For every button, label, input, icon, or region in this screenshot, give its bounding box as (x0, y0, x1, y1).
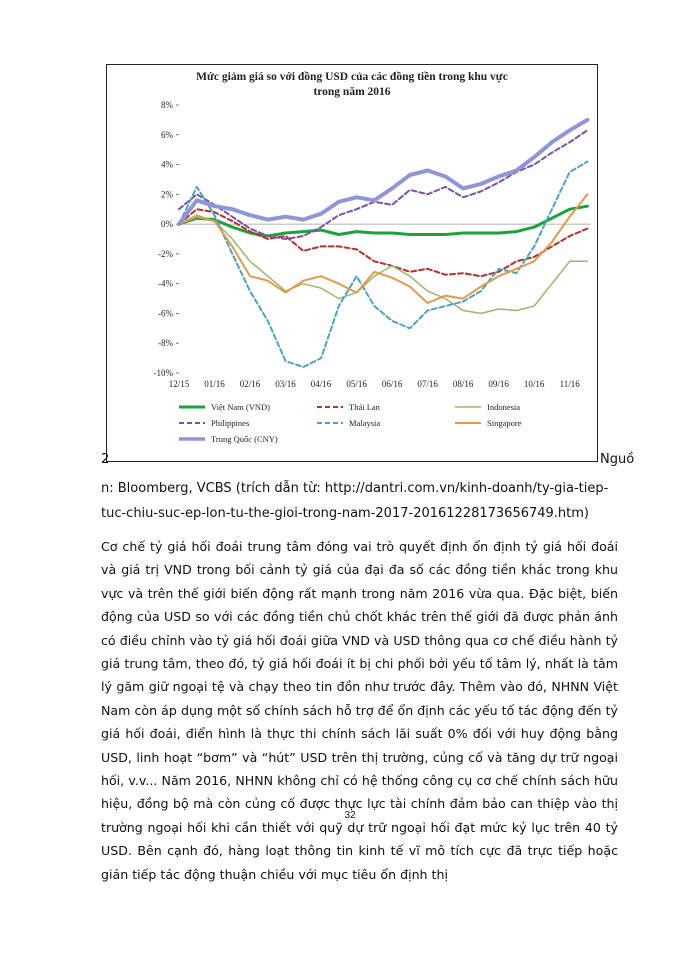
line-chart (107, 65, 597, 461)
legend-label: Singapore (487, 418, 522, 428)
figure-source-start: Nguồ (600, 452, 635, 467)
x-tick-label: 06/16 (381, 379, 403, 389)
x-tick-label: 03/16 (275, 379, 296, 389)
x-tick-label: 12/15 (168, 379, 190, 389)
chart-title-line-2: trong năm 2016 (313, 86, 391, 98)
figure-source-text: n: Bloomberg, VCBS (trích dẫn từ: http://dantri.com.vn/kinh-doanh/ty-gia-tiep-tuc-chiu-suc-ep-lon-tu-the-gioi-trong-nam-2017-20161228173656749.htm) (101, 481, 609, 521)
page-number: 32 (344, 810, 356, 821)
figure-caption-prefix: 2 (101, 452, 110, 467)
body-paragraph: Cơ chế tỷ giá hối đoái trung tâm đóng vai trò quyết định ổn định tỷ giá hối đoái và giá trị VND trong bối cảnh tỷ giá của đại đa số các đồng tiền khác trong khu vực và trên thế giới biến động rất mạnh trong năm 2016 vừa qua. Đặc biệt, biến động của USD so với các đồng tiền chủ chốt khác trên thế giới đã được phản ánh có điều chỉnh vào tỷ giá hối đoái giữa VND và USD thông qua cơ chế điều hành tỷ giá trung tâm, theo đó, tỷ giá hối đoái ít bị chi phối bởi yếu tố tâm lý, nhất là tâm lý găm giữ ngoại tệ và chạy theo tin đồn như trước đây. Thêm vào đó, NHNN Việt Nam còn áp dụng một số chính sách hỗ trợ để ổn định các yếu tố tác động đến tỷ giá hối đoái, điển hình là thực thi chính sách lãi suất 0% đối với huy động bằng USD, linh hoạt “bơm” và “hút” USD trên thị trường, củng cố và tăng dự trữ ngoại hối, v.v... Năm 2016, NHNN không chỉ có hệ thống công cụ cơ chế chính sách hữu hiệu, đồng bộ mà còn củng cố được thực lực tài chính đảm bảo can thiệp vào thị trường ngoại hối khi cần thiết với quỹ dự trữ ngoại hối đạt mức kỷ lục trên 40 tỷ USD. Bên cạnh đó, hàng loạt thông tin kinh tế vĩ mô tích cực đã trực tiếp hoặc gián tiếp tác động thuận chiều với mục tiêu ổn định thị (101, 539, 618, 882)
x-tick-label: 08/16 (452, 379, 474, 389)
series-line (179, 209, 587, 276)
legend-label: Indonesia (487, 402, 521, 412)
legend-label: Trung Quốc (CNY) (211, 434, 278, 444)
y-tick-label: -2% (158, 248, 173, 259)
legend-label: Việt Nam (VND) (211, 402, 270, 412)
y-tick-label: -8% (158, 338, 173, 349)
legend-label: Malaysia (349, 418, 381, 428)
y-tick-label: -6% (158, 308, 173, 319)
series-line (179, 120, 587, 224)
x-tick-label: 05/16 (346, 379, 367, 389)
y-tick-label: 0% (161, 219, 173, 230)
y-tick-label: 6% (161, 129, 173, 140)
series-line (179, 130, 587, 239)
x-tick-label: 02/16 (239, 379, 261, 389)
y-tick-label: 4% (161, 159, 173, 170)
legend-label: Thái Lan (349, 402, 380, 412)
y-tick-label: 2% (161, 189, 173, 200)
legend-label: Philippines (211, 418, 250, 428)
y-tick-label: -4% (158, 278, 173, 289)
x-tick-label: 10/16 (523, 379, 545, 389)
x-tick-label: 11/16 (559, 379, 580, 389)
chart-title-line-1: Mức giảm giá so với đồng USD của các đồng tiền trong khu vực (196, 71, 508, 83)
x-tick-label: 09/16 (488, 379, 509, 389)
y-tick-label: -10% (153, 368, 173, 378)
x-tick-label: 01/16 (204, 379, 225, 389)
y-tick-label: 8% (161, 100, 173, 110)
x-tick-label: 07/16 (417, 379, 438, 389)
x-tick-label: 04/16 (310, 379, 332, 389)
chart-figure (106, 64, 598, 462)
